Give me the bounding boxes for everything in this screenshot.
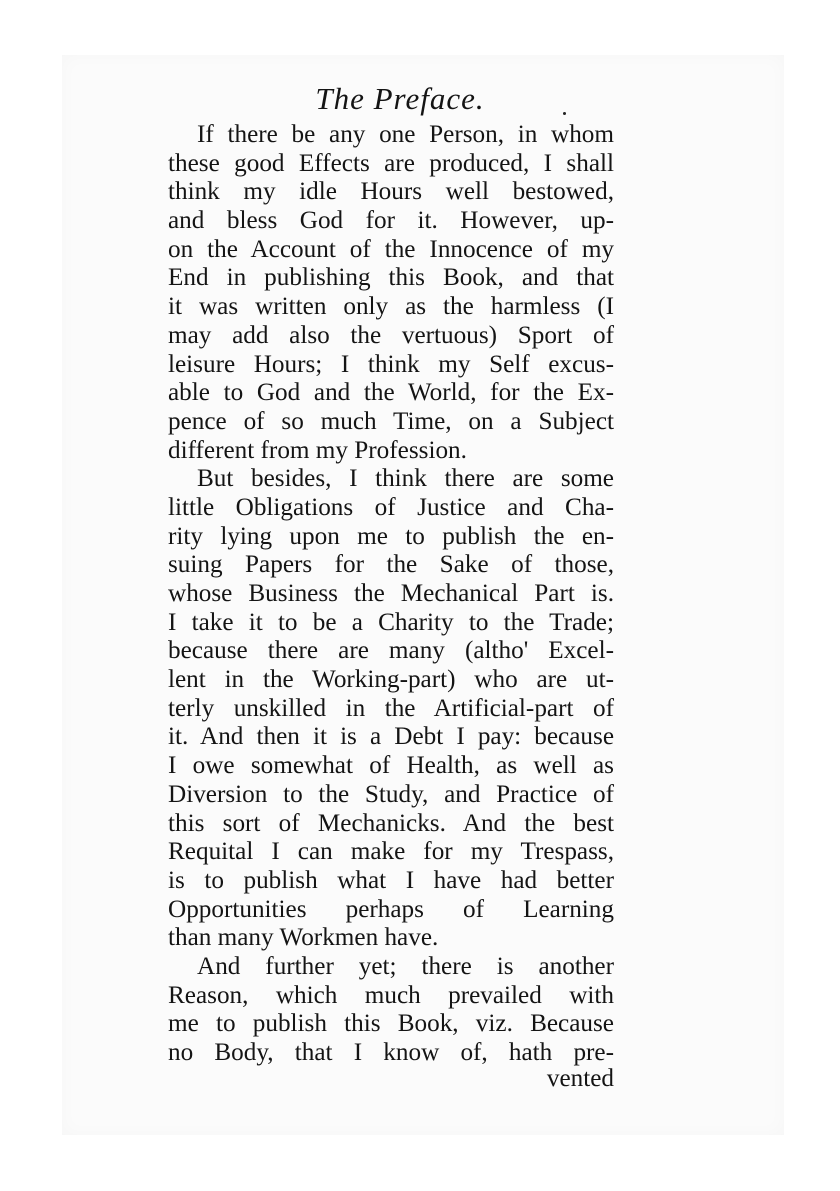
text-line: leisure Hours; I think my Self excus- bbox=[168, 350, 614, 378]
text-line: Opportunities perhaps of Learning bbox=[168, 895, 614, 923]
text-line: able to God and the World, for the Ex- bbox=[168, 379, 614, 407]
text-line: lent in the Working-part) who are ut- bbox=[168, 666, 614, 694]
text-line: and bless God for it. However, up- bbox=[168, 207, 614, 235]
text-line: these good Effects are produced, I shall bbox=[168, 149, 614, 177]
text-line: is to publish what I have had better bbox=[168, 866, 614, 894]
text-line: rity lying upon me to publish the en- bbox=[168, 522, 614, 550]
stray-print-mark bbox=[563, 112, 566, 115]
text-line: I owe somewhat of Health, as well as bbox=[168, 752, 614, 780]
text-line: And further yet; there is another bbox=[197, 952, 614, 980]
text-line: Requital I can make for my Trespass, bbox=[168, 838, 614, 866]
catchword: vented bbox=[546, 1065, 614, 1092]
text-line: whose Business the Mechanical Part is. bbox=[168, 580, 614, 607]
text-line: me to publish this Book, viz. Because bbox=[168, 1010, 614, 1038]
text-line: I take it to be a Charity to the Trade; bbox=[168, 608, 614, 636]
text-line: If there be any one Person, in whom bbox=[197, 121, 614, 148]
text-line: terly unskilled in the Artificial-part of bbox=[168, 694, 614, 722]
text-line: because there are many (altho' Excel- bbox=[168, 637, 614, 665]
text-line: no Body, that I know of, hath pre- bbox=[168, 1039, 614, 1066]
running-head: The Preface. bbox=[315, 81, 485, 116]
text-line: than many Workmen have. bbox=[168, 924, 439, 952]
text-line: different from my Profession. bbox=[168, 436, 467, 464]
text-line: suing Papers for the Sake of those, bbox=[168, 551, 614, 579]
text-line: it. And then it is a Debt I pay: because bbox=[168, 723, 614, 751]
text-line: End in publishing this Book, and that bbox=[168, 264, 614, 292]
text-line: on the Account of the Innocence of my bbox=[168, 235, 614, 263]
text-line: it was written only as the harmless (I bbox=[168, 293, 614, 321]
text-line: Diversion to the Study, and Practice of bbox=[168, 780, 614, 808]
preface-text-block bbox=[168, 121, 614, 1068]
text-line: pence of so much Time, on a Subject bbox=[168, 407, 614, 435]
text-line: little Obligations of Justice and Cha- bbox=[168, 493, 614, 521]
text-line: think my idle Hours well bestowed, bbox=[168, 178, 614, 206]
text-line: Reason, which much prevailed with bbox=[168, 981, 614, 1009]
text-line: may add also the vertuous) Sport of bbox=[168, 321, 614, 349]
text-line: But besides, I think there are some bbox=[197, 465, 614, 493]
text-line: this sort of Mechanicks. And the best bbox=[168, 809, 614, 837]
